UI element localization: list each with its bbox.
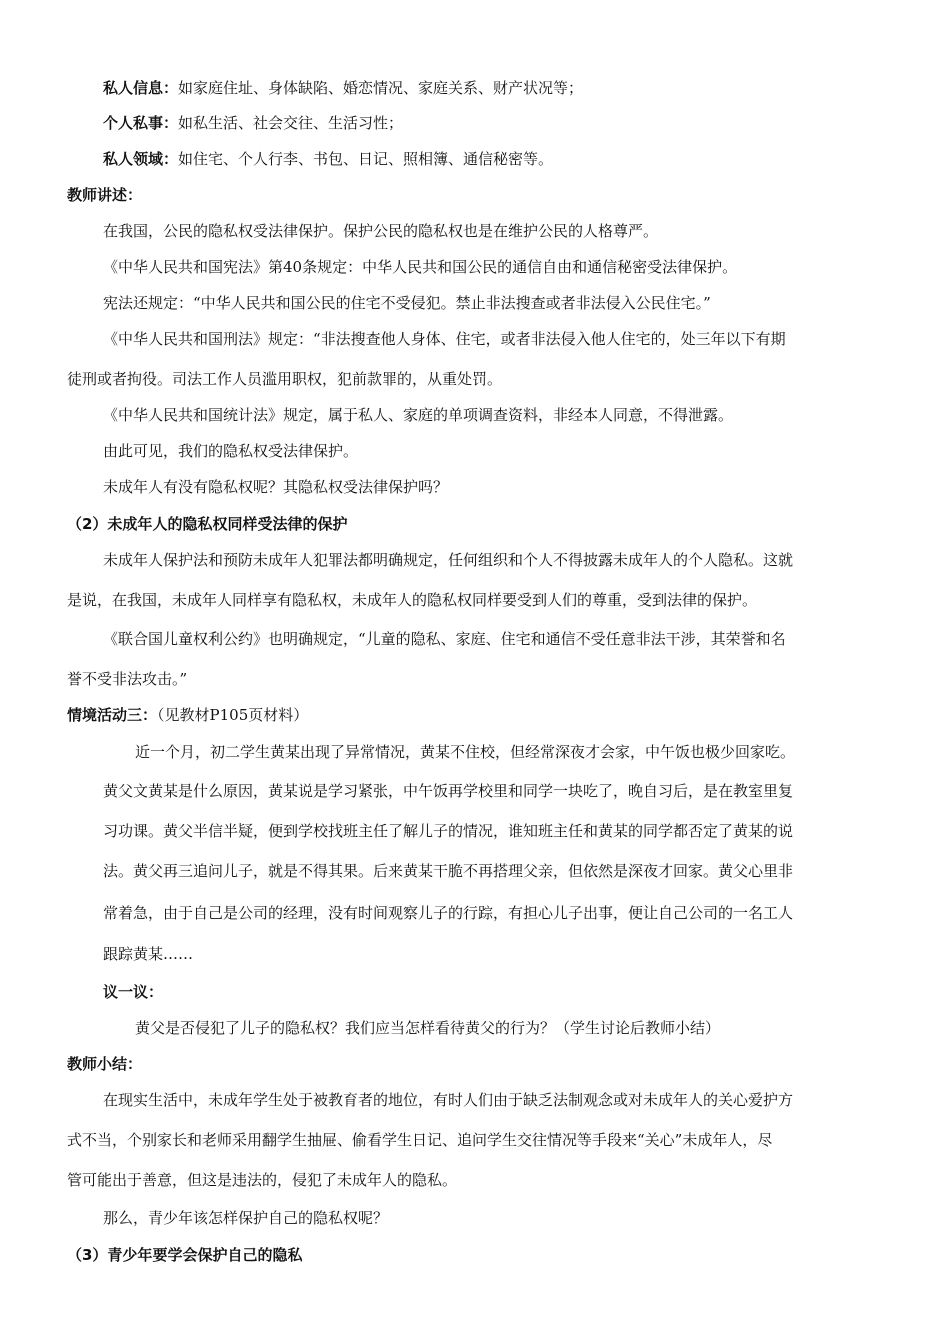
term-label: 个人私事：	[103, 114, 179, 132]
paragraph-text: 那么，青少年该怎样保护自己的隐私权呢？	[103, 1209, 389, 1227]
heading-teacher-lecture: 教师讲述：	[67, 186, 143, 204]
activity-label: 情境活动三：	[67, 706, 158, 724]
activity-note: （见教材P105页材料）	[157, 706, 309, 724]
heading-teacher-summary: 教师小结：	[67, 1055, 143, 1073]
paragraph-text: 式不当，个别家长和老师采用翻学生抽屉、偷看学生日记、追问学生交往情况等手段来“关心”未成年人，尽	[67, 1131, 773, 1149]
heading-discuss: 议一议：	[103, 983, 164, 1001]
paragraph-text: 由此可见，我们的隐私权受法律保护。	[103, 442, 359, 460]
paragraph-personal-affairs	[103, 113, 403, 133]
paragraph-text: 管可能出于善意，但这是违法的，侵犯了未成年人的隐私。	[67, 1171, 458, 1189]
story-line: 常着急，由于自己是公司的经理，没有时间观察儿子的行踪，有担心儿子出事，便让自己公司的一名工人	[103, 904, 794, 922]
paragraph-private-domain	[103, 149, 553, 169]
term-text: 如私生活、社会交往、生活习性；	[178, 114, 404, 132]
paragraph-text: 在我国，公民的隐私权受法律保护。保护公民的隐私权也是在维护公民的人格尊严。	[103, 222, 659, 240]
paragraph-text: 是说，在我国，未成年人同样享有隐私权，未成年人的隐私权同样要受到人们的尊重，受到法律的保护。	[67, 591, 758, 609]
paragraph-text: 未成年人保护法和预防未成年人犯罪法都明确规定，任何组织和个人不得披露未成年人的个人隐私。这就	[103, 551, 794, 569]
section-heading-2: （2）未成年人的隐私权同样受法律的保护	[67, 515, 348, 533]
term-text: 如家庭住址、身体缺陷、婚恋情况、家庭关系、财产状况等；	[178, 79, 584, 97]
paragraph-text: 誉不受非法攻击。”	[67, 670, 188, 688]
paragraph-text: 《中华人民共和国刑法》规定：“非法搜查他人身体、住宅，或者非法侵入他人住宅的，处三年以下有期	[103, 330, 786, 348]
story-line: 黄父文黄某是什么原因，黄某说是学习紧张，中午饭再学校里和同学一块吃了，晚自习后，是在教室里复	[103, 782, 794, 800]
paragraph-text: 《联合国儿童权利公约》也明确规定，“儿童的隐私、家庭、住宅和通信不受任意非法干涉，其荣誉和名	[103, 630, 786, 648]
heading-activity	[67, 705, 308, 725]
story-line: 近一个月，初二学生黄某出现了异常情况，黄某不住校，但经常深夜才会家，中午饭也极少回家吃。	[135, 743, 796, 761]
story-line: 习功课。黄父半信半疑，便到学校找班主任了解儿子的情况，谁知班主任和黄某的同学都否定了黄某的说	[103, 822, 794, 840]
paragraph-private-info	[103, 78, 583, 98]
paragraph-text: 《中华人民共和国统计法》规定，属于私人、家庭的单项调查资料，非经本人同意，不得泄露。	[103, 406, 734, 424]
paragraph-text: 在现实生活中，未成年学生处于被教育者的地位，有时人们由于缺乏法制观念或对未成年人的关心爱护方	[103, 1091, 794, 1109]
paragraph-text: 徒刑或者拘役。司法工作人员滥用职权，犯前款罪的，从重处罚。	[67, 370, 503, 388]
term-label: 私人信息：	[103, 79, 179, 97]
section-heading-3: （3）青少年要学会保护自己的隐私	[67, 1246, 303, 1264]
term-label: 私人领域：	[103, 150, 179, 168]
paragraph-text: 《中华人民共和国宪法》第40条规定：中华人民共和国公民的通信自由和通信秘密受法律保护。	[103, 258, 738, 276]
story-line: 法。黄父再三追问儿子，就是不得其果。后来黄某干脆不再搭理父亲，但依然是深夜才回家。黄父心里非	[103, 862, 794, 880]
paragraph-text: 宪法还规定：“中华人民共和国公民的住宅不受侵犯。禁止非法搜查或者非法侵入公民住宅。”	[103, 294, 711, 312]
paragraph-text: 未成年人有没有隐私权呢？其隐私权受法律保护吗？	[103, 478, 449, 496]
story-line: 跟踪黄某……	[103, 945, 194, 963]
discussion-question: 黄父是否侵犯了儿子的隐私权？我们应当怎样看待黄父的行为？（学生讨论后教师小结）	[135, 1019, 721, 1037]
term-text: 如住宅、个人行李、书包、日记、照相簿、通信秘密等。	[178, 150, 554, 168]
